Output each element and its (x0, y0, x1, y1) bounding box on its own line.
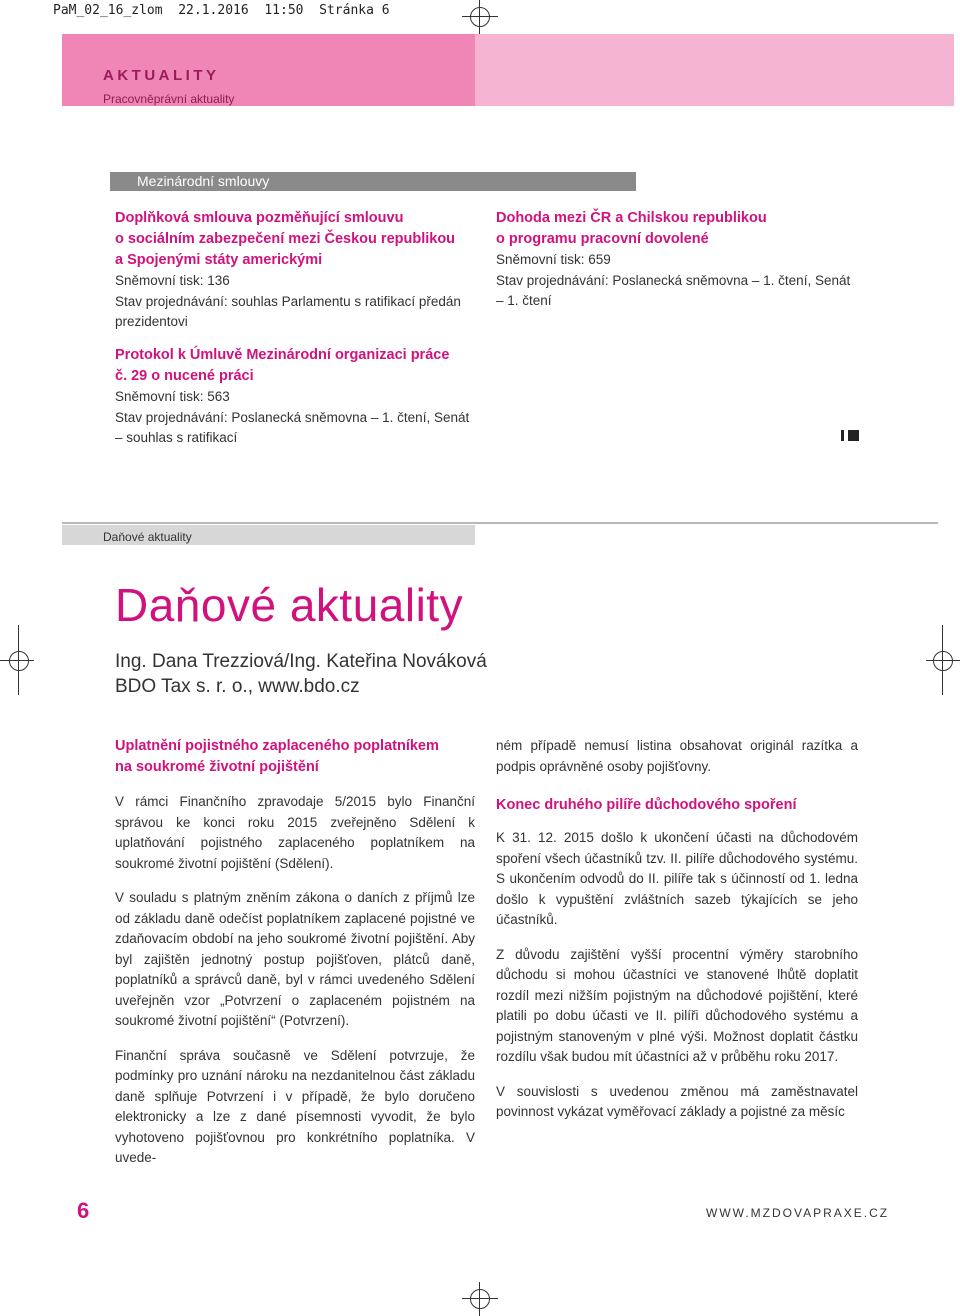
treaty-detail-line: – 1. čtení (496, 293, 552, 308)
treaty-title-line: č. 29 o nucené práci (115, 368, 254, 384)
reg-circle (933, 651, 953, 671)
subheading-line: na soukromé životní pojištění (115, 759, 319, 775)
article-authors (115, 649, 487, 699)
treaty-detail-line: Stav projednávání: Poslanecká sněmovna – 1. čtení, Senát (115, 409, 470, 425)
reg-circle (470, 1289, 490, 1309)
authors-company: BDO Tax s. r. o., www.bdo.cz (115, 676, 360, 697)
treaty-title (496, 208, 866, 250)
treaty-item (115, 208, 485, 333)
treaty-detail-line: Sněmovní tisk: 136 (115, 273, 230, 288)
treaty-detail-line: Sněmovní tisk: 563 (115, 389, 230, 404)
treaty-title-line: o sociálním zabezpečení mezi Českou republikou (115, 231, 456, 247)
paragraph: V rámci Finančního zpravodaje 5/2015 bylo Finanční správou ke konci roku 2015 zveřejněno Sdělení k uplatňování pojistného zaplaceného poplatníkem na soukromé životní pojištění (Sdělení). (115, 794, 475, 871)
article-title: Daňové aktuality (115, 579, 464, 631)
treaty-item (115, 345, 485, 449)
treaty-detail-line: Stav projednávání: Poslanecká sněmovna – 1. čtení, Senát (496, 272, 851, 288)
subheading: Konec druhého pilíře důchodového spoření (496, 797, 797, 813)
article-column-right (496, 736, 858, 1123)
reg-circle (9, 651, 29, 671)
paragraph-continuation: ném případě nemusí listina obsahovat originál razítka a podpis oprávněné osoby pojišťovny. (496, 738, 858, 774)
slug-file: PaM_02_16_zlom (53, 3, 163, 18)
subheading-line: Uplatnění pojistného zaplaceného poplatníkem (115, 738, 439, 754)
header-title: AKTUALITY (103, 67, 220, 84)
treaty-item (496, 208, 866, 312)
paragraph: V souladu s platným zněním zákona o daních z příjmů lze od základu daně odečíst poplatníkem zaplacené pojistné ve zdaňovacím období na jeho soukromé životní pojištění. Aby byl zajištěn jednotný postup pojišťoven, plátců daně, poplatníků a správců daně, byl v rámci uvedeného Sdělení uveřejněn vzor „Potvrzení o zaplaceném pojistném na soukromé životní pojištění“ (Potvrzení). (115, 890, 475, 1028)
treaty-title-line: Protokol k Úmluvě Mezinárodní organizaci práce (115, 347, 450, 363)
paragraph: Z důvodu zajištění vyšší procentní výměry starobního důchodu si mohou účastníci ve stanovené lhůtě doplatit rozdíl mezi nižším pojistným na důchodové pojištění, které platili po dobu účasti ve II. pilíři důchodového systému a pojistným stanoveným v plné výši. Možnost doplatit částku rozdílu však budou mít účastníci až v průběhu roku 2017. (496, 946, 858, 1064)
tax-section-tab-label: Daňové aktuality (103, 530, 192, 544)
treaty-detail-line: Sněmovní tisk: 659 (496, 252, 611, 267)
treaty-details (115, 387, 485, 449)
treaty-title-line: Doplňková smlouva pozměňující smlouvu (115, 210, 404, 226)
paragraph: K 31. 12. 2015 došlo k ukončení účasti na důchodovém spoření všech účastníků tzv. II. pilíře důchodového systému. S ukončením odvodů do II. pilíře tak s účinností od 1. ledna došlo k vypuštění zvláštních sazeb týkajících se jeho účastníků. (496, 830, 858, 927)
page-number: 6 (77, 1198, 90, 1223)
header-subtitle: Pracovněprávní aktuality (103, 92, 235, 106)
footer-website: WWW.MZDOVAPRAXE.CZ (706, 1206, 890, 1220)
treaty-title (115, 208, 485, 271)
reg-circle (470, 7, 490, 27)
article-column-left (115, 736, 475, 1169)
treaty-details (496, 250, 866, 312)
treaty-title-line: Dohoda mezi ČR a Chilskou republikou (496, 210, 767, 226)
slug-time: 11:50 (264, 3, 304, 18)
authors-names: Ing. Dana Trezziová/Ing. Kateřina Nováková (115, 651, 487, 672)
treaty-detail-line: Stav projednávání: souhlas Parlamentu s ratifikací předán (115, 293, 461, 309)
paragraph: Finanční správa současně ve Sdělení potvrzuje, že podmínky pro uznání nároku na nezdanitelnou část základu daně splňuje Potvrzení i v případě, že bylo doručeno elektronicky a lze z dané písemnosti vyvodit, že bylo vyhotoveno pojišťovnou pro konkrétního poplatníka. V uvede- (115, 1047, 475, 1165)
treaty-title-line: o programu pracovní dovolené (496, 231, 709, 247)
treaty-title (115, 345, 485, 387)
end-mark-icon (841, 430, 844, 441)
end-mark-square-icon (848, 430, 859, 441)
section-divider (62, 522, 938, 524)
section-title: Mezinárodní smlouvy (137, 173, 270, 189)
treaty-details (115, 271, 485, 333)
treaty-detail-line: – souhlas s ratifikací (115, 430, 238, 445)
slug-page: Stránka 6 (319, 3, 390, 18)
treaty-detail-line: prezidentovi (115, 314, 188, 329)
print-slug (53, 3, 390, 18)
slug-date: 22.1.2016 (178, 3, 249, 18)
paragraph: V souvislosti s uvedenou změnou má zaměstnavatel povinnost vykázat vyměřovací základy a pojistné za měsíc (496, 1083, 858, 1119)
subheading (115, 736, 475, 778)
treaty-title-line: a Spojenými státy americkými (115, 252, 323, 268)
